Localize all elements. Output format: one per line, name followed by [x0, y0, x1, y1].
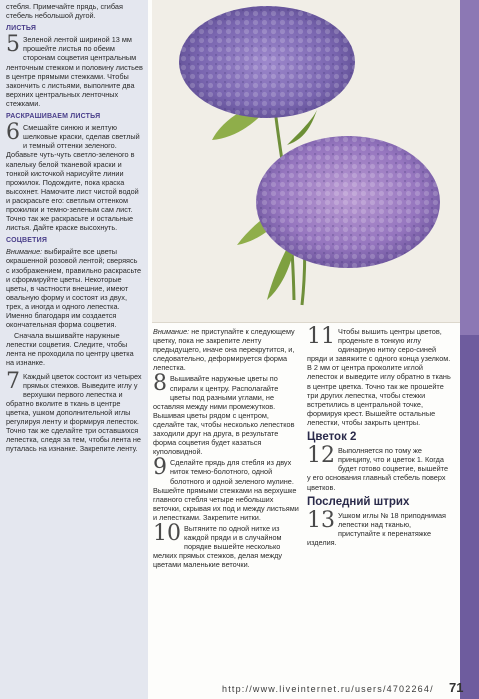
outer-petals-text: Сначала вышивайте наружные лепестки соцветия. Следите, чтобы лента не проходила по центру цветка на изнанке. — [6, 331, 134, 368]
hydrangea-photo — [152, 0, 460, 323]
step-number: 7 — [6, 368, 20, 394]
step-text: Вышивайте наружные цветы по спирали к центру. Располагайте цветы под разными углами, не оставляя между ними промежутков. Вышивая цветы рядом с центром, сделайте так, чтобы несколько лепестков заходили друг на друга, в результате форма соцветия будет казаться куполовидной. — [153, 374, 295, 457]
subheading-flower-2: Цветок 2 — [307, 431, 357, 444]
intro-text: стебля. Примечайте прядь, сгибая стебель небольшой дугой. — [6, 2, 123, 21]
step-text: Вытяните по одной нитке из каждой пряди и в случайном порядке вышейте несколько мелких прямых стежков, делая между цветами маленькие веточки. — [153, 523, 283, 570]
attention-note — [153, 327, 299, 372]
source-url: http://www.liveinternet.ru/users/4702264/ — [222, 684, 434, 694]
decorative-side-bar — [460, 0, 479, 699]
hydrangea-illustration — [152, 0, 460, 322]
step-number: 11 — [307, 324, 335, 349]
step-12 — [307, 443, 452, 492]
step-number: 9 — [153, 455, 167, 481]
step-6 — [6, 120, 143, 233]
attention-label: Внимание: — [153, 327, 190, 336]
step-text: Смешайте синюю и желтую шелковые краски, сделав светлый и темный оттенки зеленого. Добавьте чуть-чуть светло-зеленого в капельку белой тканевой краски и тонкой кисточкой нарисуйте линии прожилок. Подождите, пока краска высохнет. Намочите лист чистой водой и раскрасьте его: светлым оттенком прожилки и темно-зеленым сам лист. Точно так же раскрасьте и остальные листья. Дайте краске высохнуть. — [6, 123, 140, 233]
attention-text: не приступайте к следующему цветку, пока не закрепите ленту предыдущего, иначе она перекрутится, и, следовательно, деформируется форма лепестка. — [153, 327, 295, 373]
section-heading-paint: РАСКРАШИВАЕМ ЛИСТЬЯ — [6, 113, 101, 121]
step-11 — [307, 324, 452, 427]
step-number: 8 — [153, 371, 167, 397]
step-5 — [6, 32, 143, 108]
middle-column — [153, 327, 299, 571]
decorative-side-strip — [460, 335, 479, 699]
step-8 — [153, 371, 299, 457]
page-number: 71 — [449, 680, 464, 695]
step-number: 10 — [153, 520, 181, 546]
step-13 — [307, 507, 452, 547]
step-number: 13 — [307, 507, 335, 533]
step-number: 5 — [6, 32, 20, 58]
step-number: 6 — [6, 120, 20, 146]
subheading-last-touch: Последний штрих — [307, 495, 410, 508]
step-text: Чтобы вышить центры цветов, проденьте в тонкую иглу одинарную нитку серо-синей пряди и завяжите с одного конца узелком. В 2 мм от центра проколите иглой лепесток и выведите иглу обратно в ткань в центре цветка. Точно так же прошейте три других лепестка, чтобы стежки встретились в центральной точке, формируя крест. Вышейте остальные лепестки, чтобы закрыть центры. — [307, 327, 451, 427]
step-text: Ушком иглы № 18 приподнимая лепестки над тканью, приступайте к перенатяжке изделия. — [307, 510, 446, 547]
right-column — [307, 324, 452, 549]
step-text: Выполняется по тому же принципу, что и цветок 1. Когда будет готово соцветие, вышейте у его основания главный стебель поверх цветков. — [307, 446, 449, 492]
step-text: Зеленой лентой шириной 13 мм прошейте листья по обеим сторонам соцветия центральным ленточным стежком и половину листьев в центре прямыми стежками. Чтобы закончить с листьями, выполните два верхних центральных ленточных стежками. — [6, 35, 143, 108]
step-text: Сделайте прядь для стебля из двух ниток темно-болотного, одной болотного и одной зеленого мулине. Вышейте прямыми стежками на верхушке главного стебля четыре небольших веточки, скрывая их под и между листьями и лепестками. Закрепите нитки. — [153, 458, 299, 522]
step-number: 12 — [307, 443, 335, 469]
step-10 — [153, 520, 299, 570]
step-9 — [153, 455, 299, 522]
left-column — [0, 0, 148, 699]
attention-text: выбирайте все цветы окрашенной розовой лентой; сверяясь с изображением, правильно раскрасьте и сформируйте цветы. Некоторые цветы, в частности внешние, имеют овальную форму и состоят из двух, трех, а иногда и одного лепестка. Именно благодаря им создается окончательная форма соцветия. — [6, 247, 142, 330]
section-heading-leaves: ЛИСТЬЯ — [6, 25, 37, 33]
attention-label: Внимание: — [6, 247, 43, 257]
step-text: Каждый цветок состоит из четырех прямых стежков. Выведите иглу у верхушки первого лепестка и обратно вколите в ткань в центре цветка, ушком дополнительной иглы регулируя ленту и формируя лепесток. Точно так же сделайте три оставшихся лепестка, следя за тем, чтобы лента не путалась на изнанке. Закрепите ленту. — [6, 371, 142, 454]
step-7 — [6, 368, 143, 454]
section-heading-inflorescence: СОЦВЕТИЯ — [6, 237, 48, 245]
attention-note — [6, 247, 143, 329]
